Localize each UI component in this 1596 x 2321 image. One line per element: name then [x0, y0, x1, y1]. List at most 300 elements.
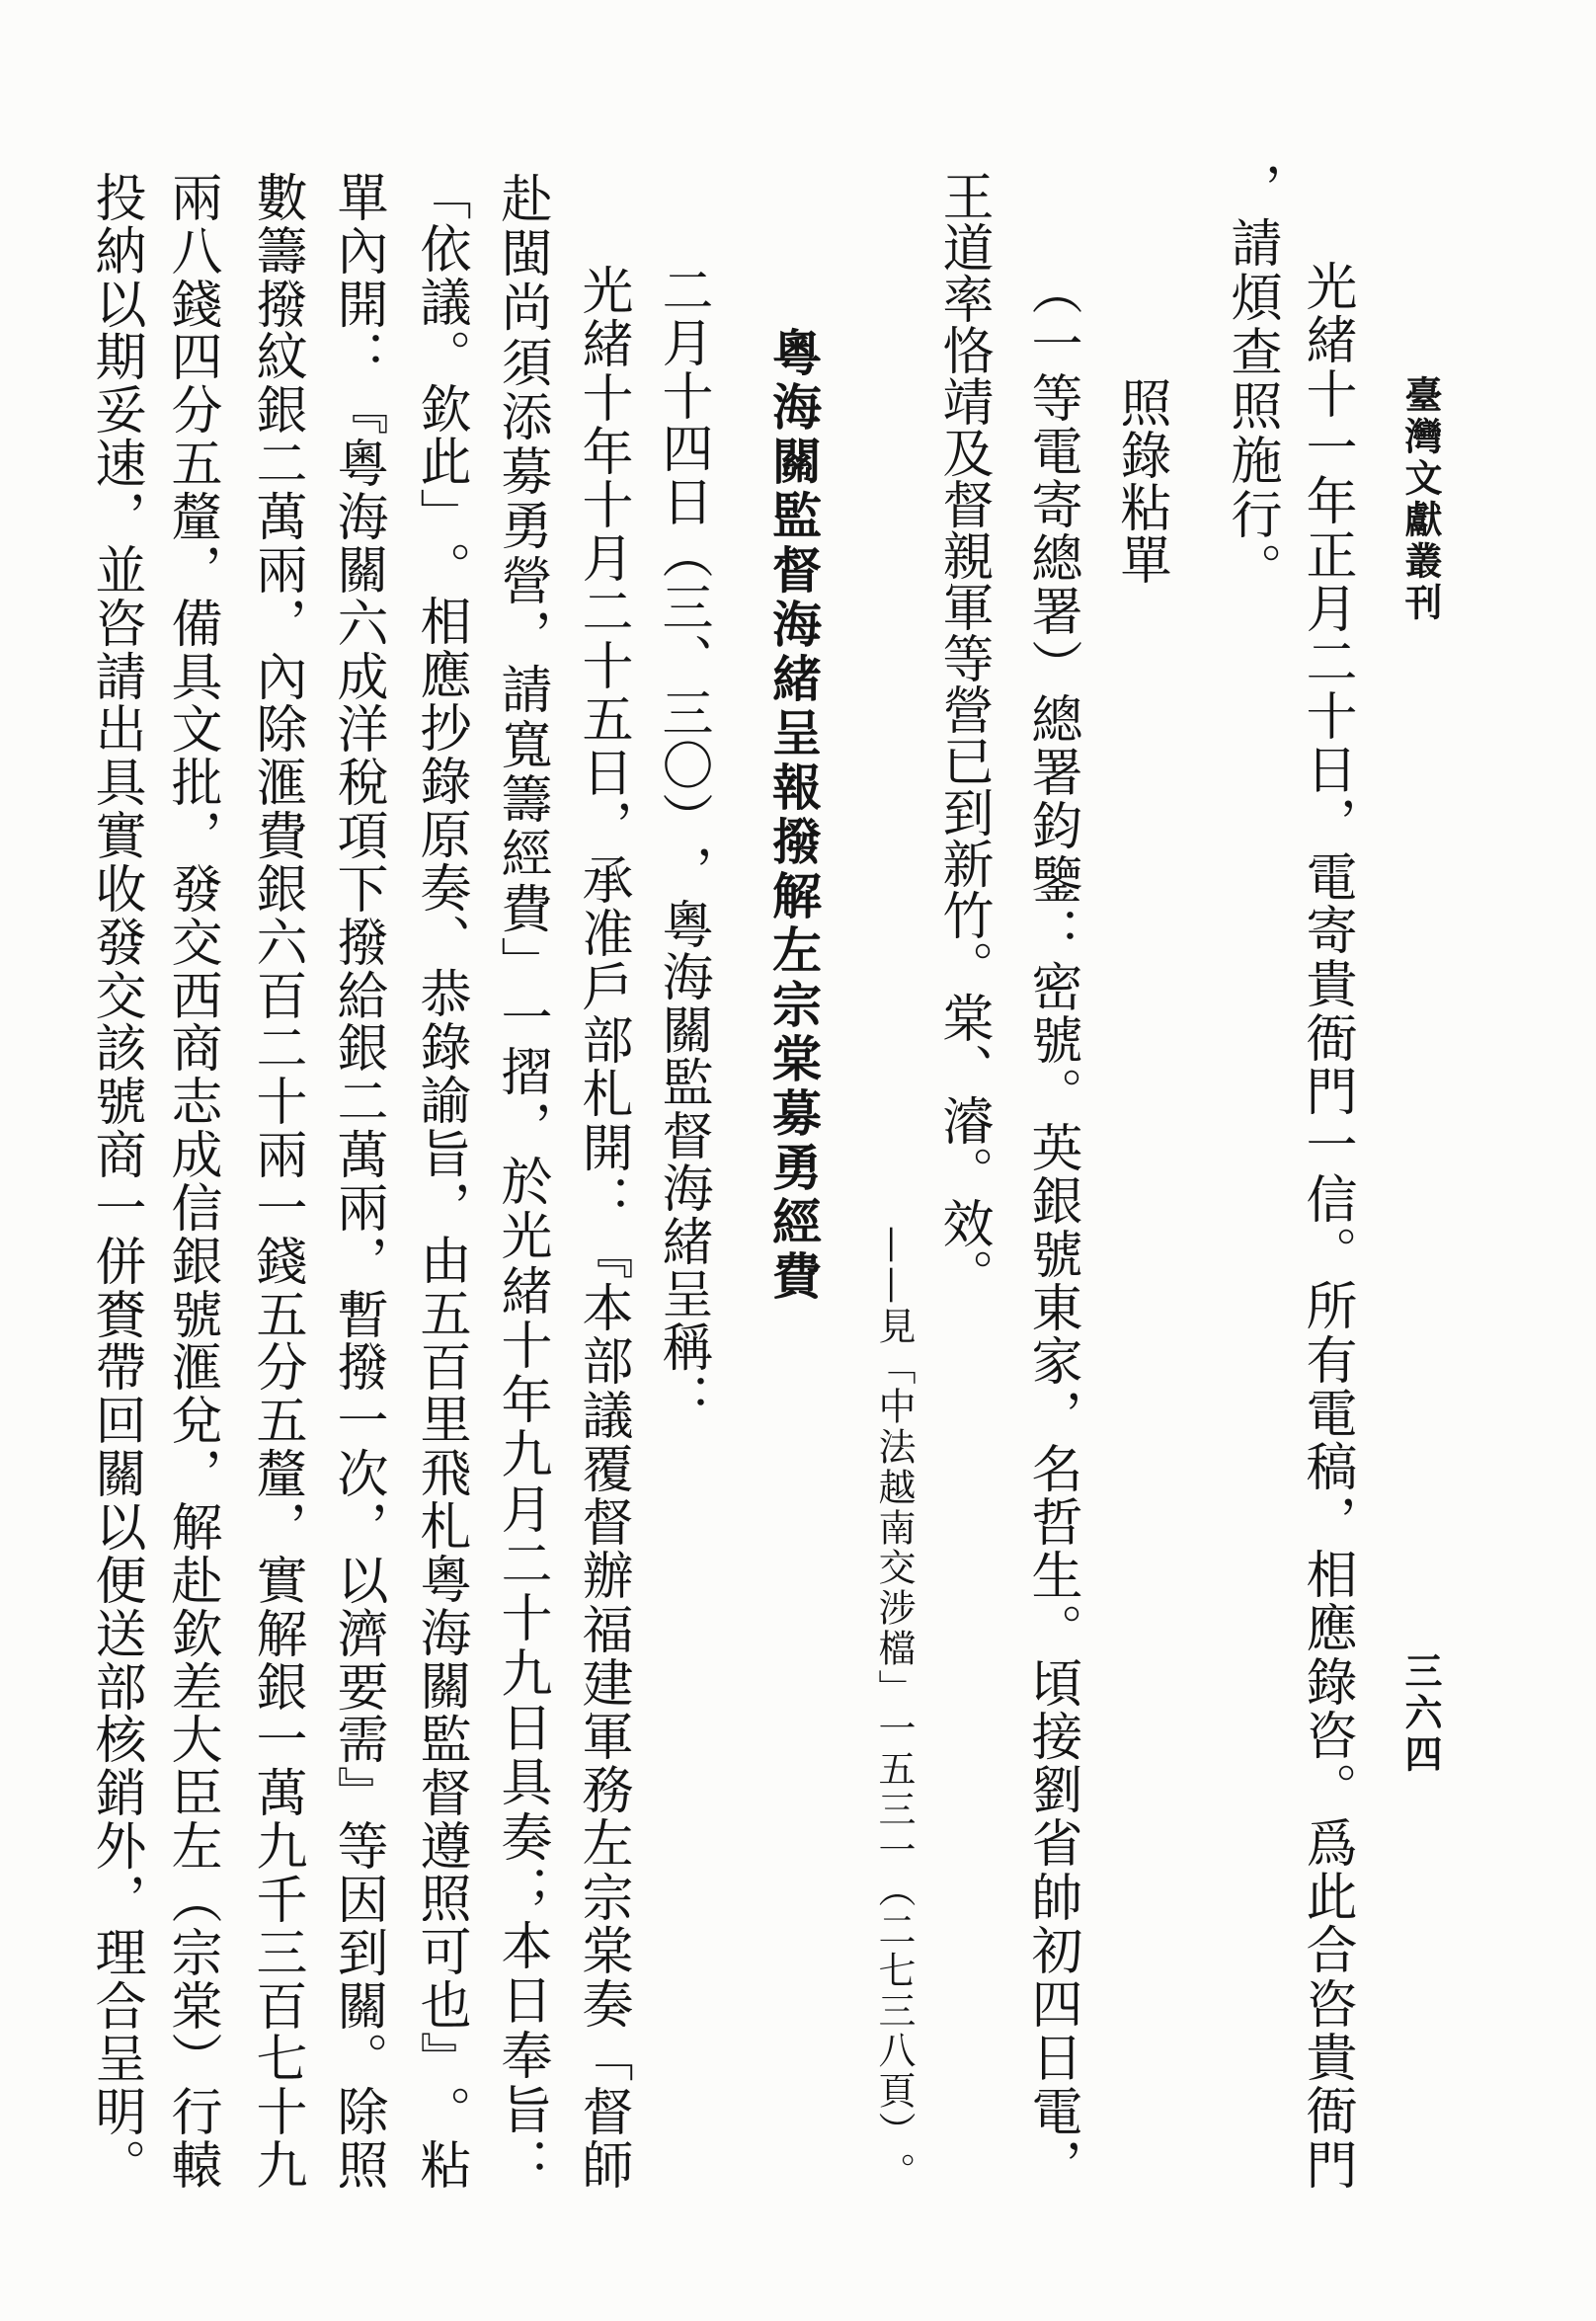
- glyph: 新: [933, 838, 993, 889]
- glyph: 叢: [1398, 541, 1443, 579]
- glyph: 照: [411, 1872, 470, 1924]
- glyph: 解: [162, 1500, 221, 1553]
- glyph: 於: [492, 1154, 551, 1206]
- glyph: 萬: [328, 1128, 387, 1180]
- glyph: 要: [328, 1659, 387, 1712]
- glyph: 建: [573, 1655, 632, 1708]
- glyph: 年: [1297, 474, 1356, 526]
- glyph: ，: [573, 799, 632, 851]
- glyph: 海: [653, 1161, 712, 1214]
- glyph: 撥: [247, 277, 306, 329]
- glyph: 督: [933, 478, 993, 529]
- glyph: 呈: [653, 1267, 712, 1320]
- glyph: ；: [492, 1864, 551, 1916]
- glyph: 名: [1022, 1441, 1081, 1493]
- glyph: 旨: [411, 1126, 470, 1178]
- glyph: 師: [573, 2137, 632, 2190]
- glyph: 濟: [328, 1606, 387, 1658]
- glyph: 已: [933, 735, 993, 786]
- glyph: 銀: [247, 861, 306, 914]
- glyph: 一: [872, 1709, 916, 1747]
- glyph: 王: [933, 170, 993, 221]
- glyph: 。: [933, 940, 993, 992]
- glyph: 發: [86, 915, 145, 967]
- glyph: 信: [162, 1180, 221, 1233]
- glyph: 錄: [1297, 1654, 1356, 1707]
- glyph: 「: [573, 2031, 632, 2083]
- glyph: 寄: [1297, 904, 1356, 956]
- glyph: 可: [411, 1925, 470, 1977]
- glyph: 勇: [492, 499, 551, 551]
- glyph: 緒: [653, 1214, 712, 1266]
- article-line: [317, 170, 398, 2191]
- article-title: [753, 324, 834, 1302]
- glyph: 二: [492, 1537, 551, 1589]
- glyph: （: [653, 527, 712, 580]
- glyph: 。: [86, 2138, 145, 2191]
- glyph: 籌: [247, 223, 306, 276]
- glyph: ，: [86, 1872, 145, 1924]
- glyph: 督: [653, 1108, 712, 1160]
- glyph: 札: [573, 1067, 632, 1119]
- glyph: 承: [573, 852, 632, 905]
- glyph: 百: [411, 1339, 470, 1392]
- glyph: 總: [1022, 531, 1081, 584]
- glyph: 十: [653, 368, 712, 421]
- glyph: 恪: [933, 324, 993, 375]
- glyph: 粘: [411, 2137, 470, 2190]
- glyph: 粘: [1111, 480, 1170, 532]
- glyph: 海: [764, 598, 823, 648]
- glyph: 務: [573, 1763, 632, 1815]
- glyph: 具: [492, 1755, 551, 1807]
- glyph: ：: [653, 1373, 712, 1425]
- glyph: 志: [162, 1075, 221, 1127]
- glyph: 日: [573, 746, 632, 798]
- glyph: 稱: [653, 1320, 712, 1372]
- glyph: 總: [1022, 691, 1081, 744]
- glyph: 一: [247, 1713, 306, 1765]
- glyph: 併: [86, 1234, 145, 1286]
- glyph: 議: [573, 1388, 632, 1440]
- glyph: 戶: [573, 959, 632, 1011]
- glyph: 宗: [573, 1870, 632, 1922]
- glyph: 法: [872, 1427, 916, 1466]
- glyph: 靖: [933, 375, 993, 427]
- glyph: 出: [86, 702, 145, 755]
- glyph: 日: [1297, 743, 1356, 795]
- glyph: 奏: [573, 1977, 632, 2030]
- glyph: 貴: [1297, 2030, 1356, 2082]
- glyph: 到: [933, 786, 993, 838]
- glyph: 九: [247, 1819, 306, 1872]
- glyph: 月: [573, 531, 632, 584]
- glyph: ：: [492, 2137, 551, 2190]
- glyph: 督: [411, 1765, 470, 1817]
- glyph: 撥: [328, 915, 387, 967]
- glyph: 。: [933, 1146, 993, 1197]
- glyph: 查: [1222, 324, 1281, 376]
- glyph: 准: [573, 906, 632, 958]
- glyph: 福: [573, 1602, 632, 1654]
- glyph: 開: [328, 277, 387, 329]
- glyph: 緒: [1297, 313, 1356, 365]
- glyph: 實: [86, 809, 145, 861]
- glyph: 三: [1398, 1651, 1443, 1689]
- glyph: 送: [86, 1606, 145, 1658]
- glyph: 該: [86, 1021, 145, 1074]
- glyph: 『: [573, 1228, 632, 1280]
- glyph: 。: [1222, 541, 1281, 594]
- glyph: 以: [86, 277, 145, 329]
- glyph: 英: [1022, 1120, 1081, 1172]
- glyph: 日: [492, 1700, 551, 1752]
- glyph: 鈞: [1022, 799, 1081, 851]
- glyph: 遵: [411, 1818, 470, 1871]
- glyph: 日: [653, 474, 712, 526]
- series-title: [1391, 373, 1450, 622]
- glyph: 五: [162, 437, 221, 489]
- glyph: 單: [1111, 532, 1170, 585]
- glyph: 。: [328, 2032, 387, 2084]
- glyph: 光: [1297, 260, 1356, 312]
- glyph: 咨: [86, 596, 145, 648]
- glyph: 奏: [492, 1809, 551, 1862]
- glyph: 營: [492, 553, 551, 605]
- glyph: 三: [872, 1789, 916, 1827]
- glyph: 百: [247, 1978, 306, 2031]
- glyph: 二: [653, 263, 712, 315]
- glyph: 南: [872, 1507, 916, 1546]
- glyph: 。: [411, 541, 470, 594]
- glyph: 請: [86, 649, 145, 701]
- glyph: 釐: [247, 1447, 306, 1499]
- glyph: ，: [411, 1179, 470, 1232]
- glyph: 本: [492, 1919, 551, 1971]
- glyph: 海: [411, 1605, 470, 1657]
- glyph: 棠: [764, 1032, 823, 1082]
- glyph: 正: [1297, 527, 1356, 580]
- glyph: —: [872, 1226, 916, 1264]
- glyph: 理: [86, 1925, 145, 1977]
- glyph: 電: [1022, 424, 1081, 476]
- glyph: 除: [328, 2085, 387, 2137]
- glyph: 暫: [328, 1287, 387, 1339]
- glyph: 納: [86, 223, 145, 276]
- glyph: 二: [573, 585, 632, 637]
- glyph: 竹: [933, 889, 993, 940]
- glyph: 密: [1022, 959, 1081, 1011]
- glyph: 粵: [411, 1553, 470, 1605]
- glyph: 衙: [1297, 2084, 1356, 2136]
- glyph: 交: [872, 1548, 916, 1586]
- glyph: 宗: [764, 978, 823, 1028]
- glyph: 『: [328, 383, 387, 436]
- glyph: 。: [872, 2151, 916, 2190]
- glyph: 經: [492, 827, 551, 879]
- glyph: 家: [1022, 1334, 1081, 1387]
- glyph: 投: [86, 170, 145, 222]
- glyph: 稿: [1297, 1440, 1356, 1492]
- glyph: ，: [162, 542, 221, 595]
- glyph: 有: [1297, 1332, 1356, 1385]
- glyph: 檔: [872, 1628, 916, 1666]
- glyph: 恭: [411, 967, 470, 1019]
- glyph: 緒: [764, 652, 823, 702]
- glyph: 相: [1297, 1548, 1356, 1600]
- glyph: 分: [247, 1340, 306, 1393]
- glyph: 一: [1297, 1118, 1356, 1170]
- glyph: 六: [247, 915, 306, 967]
- glyph: 札: [411, 1499, 470, 1552]
- glyph: 辦: [573, 1549, 632, 1601]
- glyph: 一: [872, 1829, 916, 1868]
- glyph: 二: [247, 437, 306, 489]
- glyph: 等: [933, 632, 993, 683]
- glyph: 報: [764, 760, 823, 811]
- glyph: 九: [492, 1427, 551, 1480]
- glyph: 號: [1022, 1228, 1081, 1280]
- glyph: 費: [764, 1249, 823, 1300]
- glyph: 呈: [86, 2032, 145, 2084]
- glyph: 十: [573, 638, 632, 690]
- glyph: 批: [162, 756, 221, 808]
- glyph: 監: [764, 489, 823, 539]
- glyph: 欽: [411, 381, 470, 434]
- glyph: 銀: [247, 383, 306, 436]
- glyph: 稅: [328, 756, 387, 808]
- glyph: 宗: [162, 1925, 221, 1977]
- page-number: [1391, 1649, 1450, 1774]
- article-line: [236, 170, 317, 2191]
- glyph: 監: [653, 1056, 712, 1108]
- glyph: 並: [86, 542, 145, 595]
- source-note: [864, 1225, 923, 2191]
- glyph: 行: [1222, 487, 1281, 539]
- glyph: 飛: [411, 1446, 470, 1498]
- glyph: 賚: [86, 1287, 145, 1339]
- article-line: [400, 168, 481, 2191]
- glyph: 督: [573, 2084, 632, 2136]
- glyph: 一: [328, 1394, 387, 1446]
- glyph: 貴: [1297, 957, 1356, 1009]
- glyph: ）: [653, 791, 712, 843]
- glyph: 海: [653, 950, 712, 1002]
- glyph: 緒: [492, 1263, 551, 1316]
- glyph: 由: [411, 1233, 470, 1285]
- glyph: 此: [1297, 1870, 1356, 1921]
- glyph: 數: [247, 170, 306, 222]
- glyph: 日: [492, 1973, 551, 2026]
- glyph: 里: [411, 1393, 470, 1445]
- glyph: ，: [1297, 796, 1356, 848]
- glyph: 應: [411, 647, 470, 699]
- glyph: 電: [1297, 1387, 1356, 1439]
- glyph: 咨: [1297, 1976, 1356, 2029]
- article-line: [481, 170, 562, 2191]
- glyph: 合: [86, 1978, 145, 2031]
- glyph: 應: [1297, 1601, 1356, 1653]
- glyph: 萬: [247, 1766, 306, 1818]
- glyph: 合: [1297, 1923, 1356, 1975]
- glyph: 商: [162, 1021, 221, 1074]
- glyph: 百: [247, 968, 306, 1020]
- glyph: 月: [492, 1481, 551, 1534]
- glyph: 月: [653, 316, 712, 368]
- glyph: 次: [328, 1447, 387, 1499]
- glyph: 依: [411, 221, 470, 274]
- glyph: ，: [247, 596, 306, 648]
- glyph: 部: [573, 1334, 632, 1387]
- article-line: [75, 170, 156, 2191]
- glyph: 月: [1297, 582, 1356, 634]
- article-line: [562, 263, 643, 2191]
- glyph: 涉: [872, 1588, 916, 1627]
- glyph: 獻: [1398, 500, 1443, 537]
- glyph: 便: [86, 1553, 145, 1605]
- glyph: 關: [653, 1002, 712, 1055]
- glyph: 覆: [573, 1441, 632, 1493]
- glyph: 因: [328, 1872, 387, 1924]
- glyph: 信: [1297, 1171, 1356, 1224]
- glyph: 哲: [1022, 1495, 1081, 1548]
- glyph: 九: [492, 1645, 551, 1698]
- glyph: 及: [933, 427, 993, 478]
- glyph: 內: [328, 223, 387, 276]
- glyph: 九: [247, 2138, 306, 2191]
- glyph: 單: [328, 170, 387, 222]
- glyph: 項: [328, 809, 387, 861]
- glyph: 爲: [1297, 1815, 1356, 1868]
- glyph: 錢: [247, 1234, 306, 1286]
- glyph: 』: [328, 1766, 387, 1818]
- glyph: 錄: [1111, 428, 1170, 480]
- glyph: 初: [1022, 1923, 1081, 1975]
- glyph: 實: [247, 1553, 306, 1605]
- glyph: 下: [328, 861, 387, 914]
- glyph: 兩: [328, 1180, 387, 1233]
- glyph: 一: [492, 991, 551, 1043]
- glyph: 具: [86, 756, 145, 808]
- glyph: 臣: [162, 1766, 221, 1818]
- glyph: 一: [1297, 421, 1356, 473]
- enclosure-heading: [1100, 375, 1181, 585]
- glyph: 也: [411, 1978, 470, 2031]
- glyph: 錄: [411, 1020, 470, 1073]
- glyph: 光: [573, 264, 632, 316]
- glyph: ，: [162, 1447, 221, 1499]
- glyph: 六: [328, 596, 387, 648]
- glyph: 費: [247, 809, 306, 861]
- letter-line: [1286, 259, 1367, 2191]
- glyph: 旨: [492, 2083, 551, 2135]
- glyph: 兩: [247, 1128, 306, 1180]
- telegram-line: [922, 170, 1003, 1300]
- glyph: 十: [247, 1075, 306, 1127]
- glyph: 灣: [1398, 417, 1443, 454]
- glyph: 軍: [573, 1710, 632, 1762]
- glyph: 五: [573, 691, 632, 744]
- article-line: [642, 263, 723, 1425]
- glyph: 緒: [573, 317, 632, 369]
- glyph: （: [1022, 264, 1081, 316]
- glyph: 本: [573, 1281, 632, 1333]
- glyph: ，: [1222, 161, 1281, 213]
- glyph: 商: [86, 1128, 145, 1180]
- glyph: 此: [411, 435, 470, 487]
- glyph: 光: [492, 1209, 551, 1261]
- glyph: 棠: [162, 1978, 221, 2031]
- glyph: —: [872, 1266, 916, 1305]
- glyph: 。: [1297, 1762, 1356, 1814]
- glyph: 〇: [653, 739, 712, 791]
- glyph: 等: [328, 1819, 387, 1872]
- glyph: 差: [162, 1659, 221, 1712]
- glyph: 劉: [1022, 1763, 1081, 1815]
- glyph: 左: [573, 1816, 632, 1869]
- glyph: 部: [86, 1659, 145, 1712]
- glyph: 募: [492, 444, 551, 497]
- glyph: 帥: [1022, 1870, 1081, 1922]
- glyph: 濬: [933, 1094, 993, 1146]
- glyph: 赴: [162, 1553, 221, 1605]
- glyph: 文: [1398, 458, 1443, 496]
- glyph: 籌: [492, 771, 551, 824]
- glyph: 、: [653, 633, 712, 685]
- glyph: 十: [247, 2085, 306, 2137]
- glyph: 萬: [247, 489, 306, 541]
- glyph: 八: [872, 2031, 916, 2069]
- glyph: 十: [1297, 366, 1356, 419]
- glyph: 二: [872, 1910, 916, 1949]
- glyph: 效: [933, 1197, 993, 1248]
- glyph: 妥: [86, 383, 145, 436]
- glyph: 抄: [411, 700, 470, 753]
- glyph: 五: [247, 1394, 306, 1446]
- glyph: 監: [411, 1712, 470, 1764]
- glyph: 關: [328, 542, 387, 595]
- glyph: 以: [328, 1553, 387, 1605]
- glyph: 。: [933, 1248, 993, 1300]
- glyph: 二: [247, 1021, 306, 1074]
- glyph: 電: [1022, 2084, 1081, 2136]
- glyph: 四: [1398, 1734, 1443, 1772]
- glyph: 銀: [1022, 1173, 1081, 1226]
- glyph: 赴: [492, 171, 551, 223]
- glyph: 十: [573, 370, 632, 423]
- glyph: 。: [1022, 1067, 1081, 1119]
- glyph: 五: [872, 1749, 916, 1788]
- glyph: 十: [1297, 688, 1356, 741]
- glyph: 分: [162, 383, 221, 436]
- glyph: 文: [162, 702, 221, 755]
- glyph: 督: [764, 543, 823, 594]
- glyph: 」: [492, 935, 551, 988]
- glyph: ，: [492, 1099, 551, 1152]
- glyph: 諭: [411, 1074, 470, 1126]
- glyph: 勇: [764, 1141, 823, 1191]
- glyph: 五: [411, 1286, 470, 1338]
- glyph: 七: [872, 1950, 916, 1988]
- glyph: 、: [933, 1043, 993, 1094]
- glyph: 二: [328, 1075, 387, 1127]
- glyph: 東: [1022, 1281, 1081, 1333]
- glyph: 關: [86, 1447, 145, 1499]
- glyph: 頃: [1022, 1655, 1081, 1708]
- glyph: 寄: [1022, 477, 1081, 529]
- glyph: 號: [162, 1287, 221, 1339]
- glyph: 。: [1022, 1602, 1081, 1654]
